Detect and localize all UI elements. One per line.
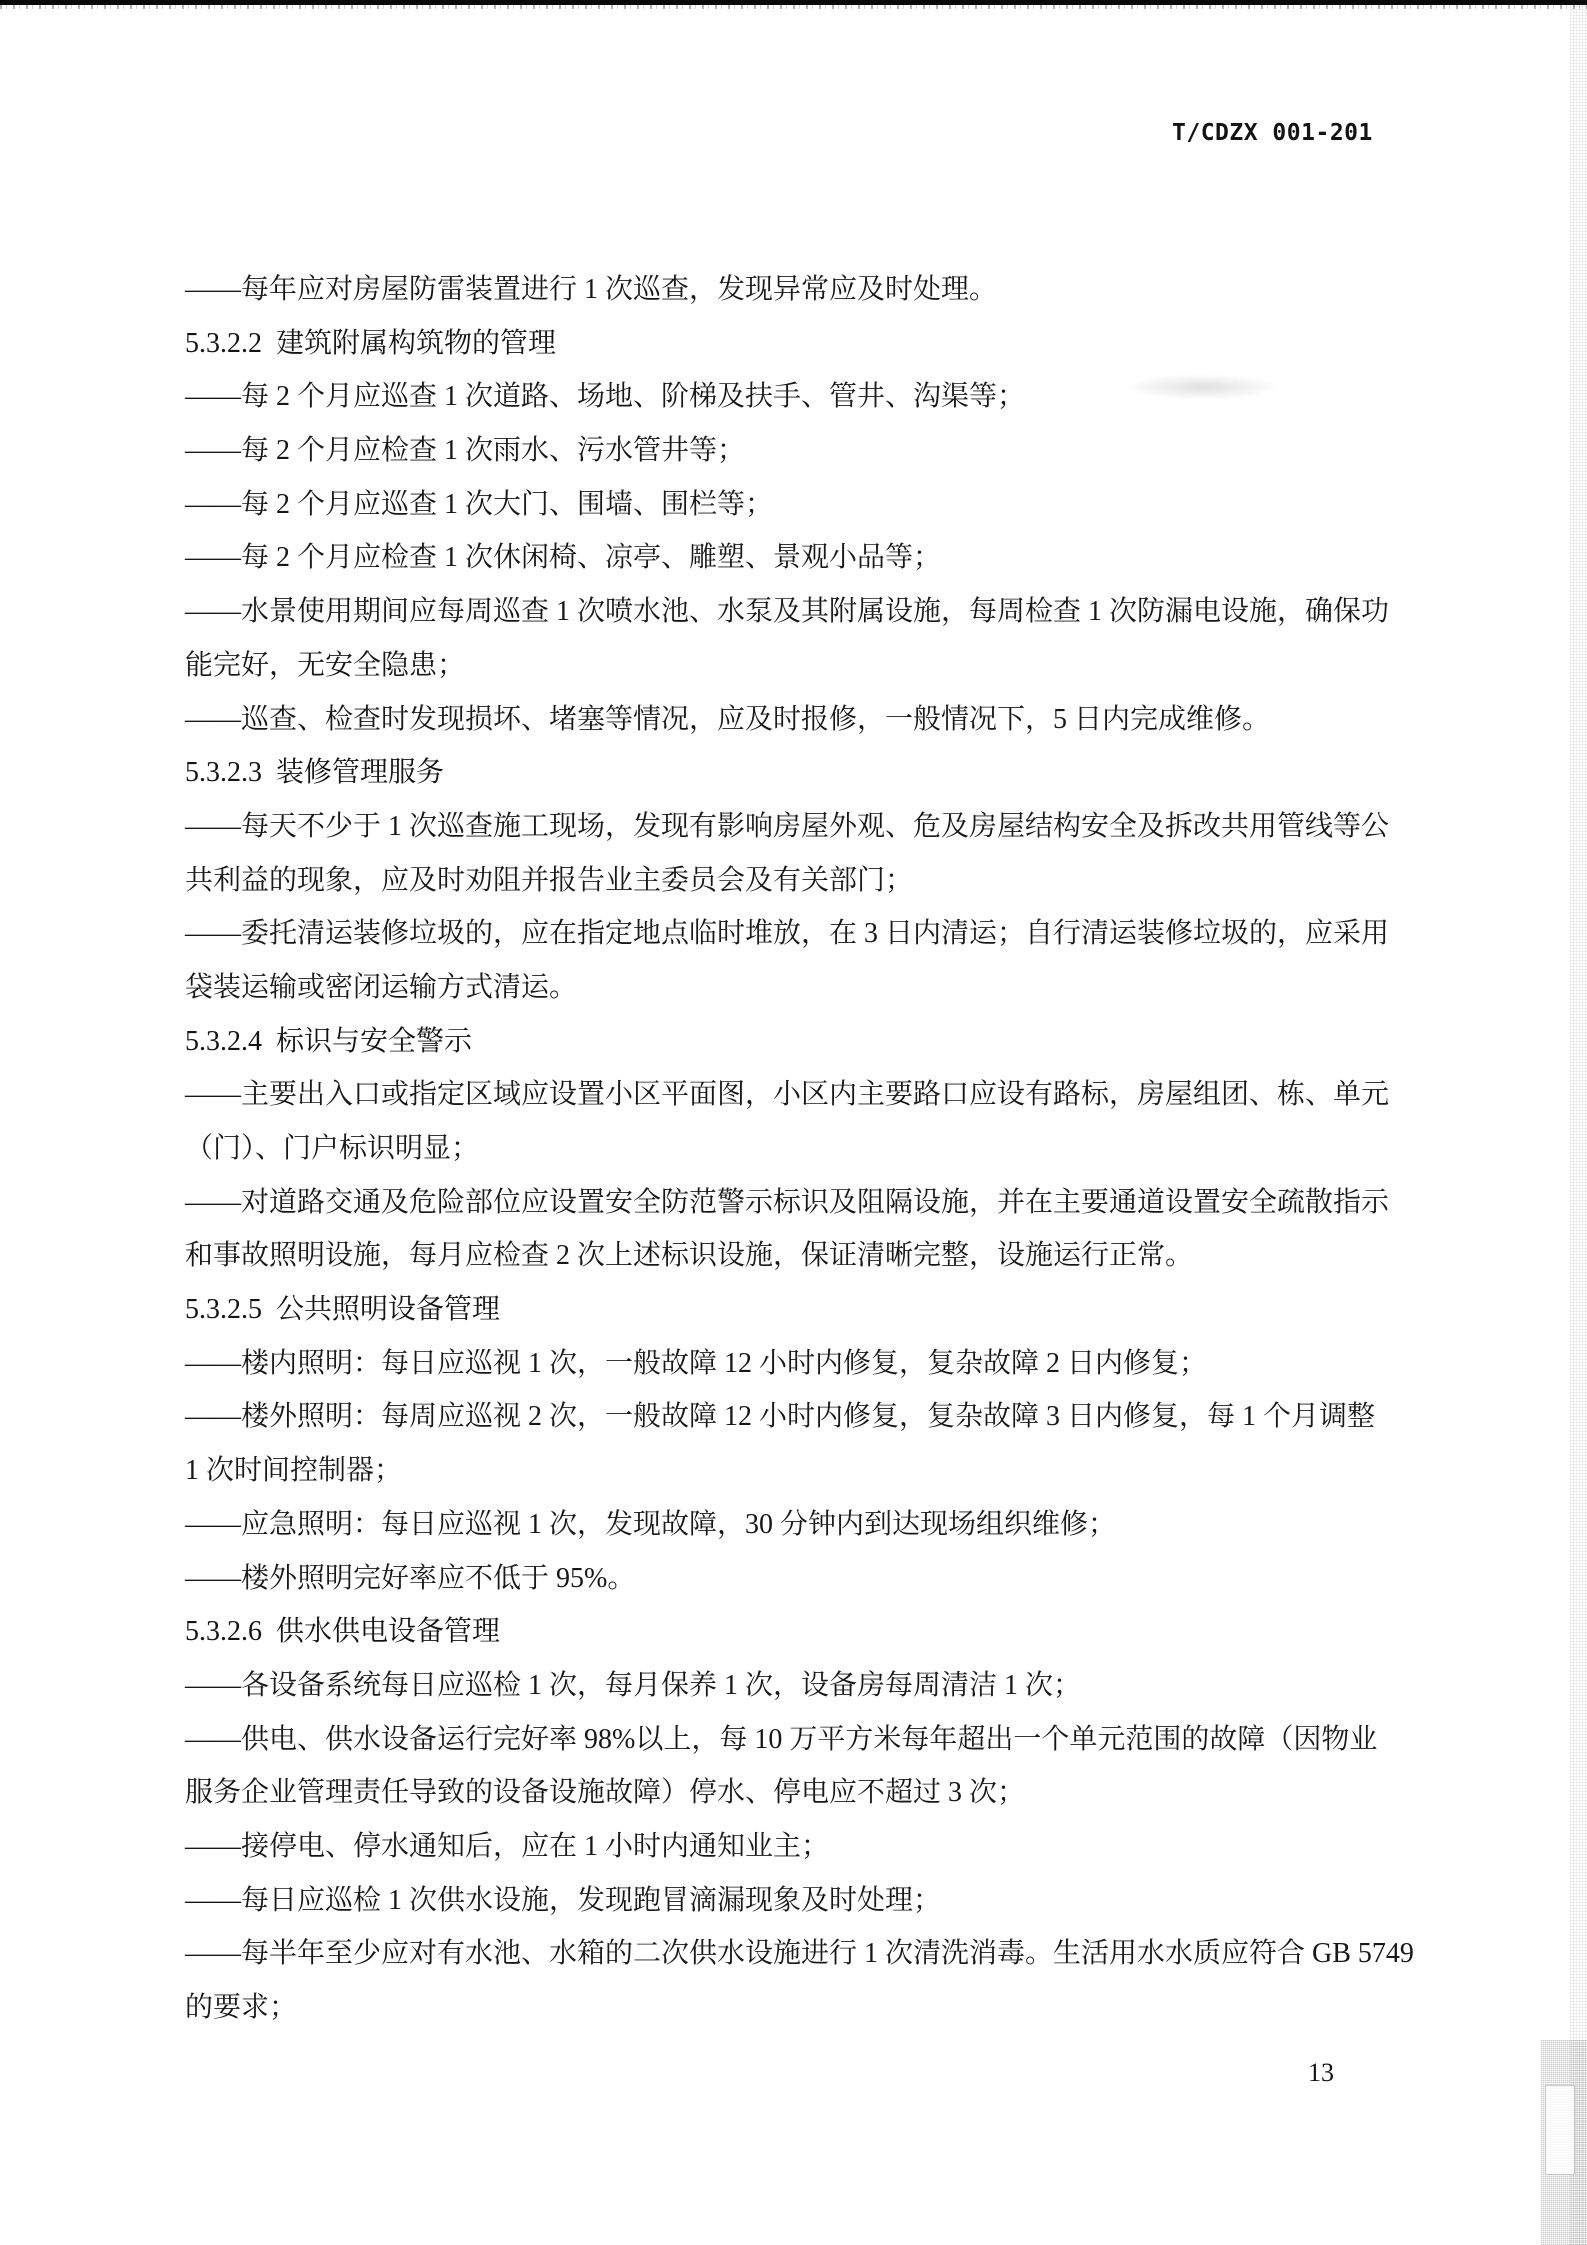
text-line: ——每天不少于 1 次巡查施工现场，发现有影响房屋外观、危及房屋结构安全及拆改共用管线等公 bbox=[185, 810, 1390, 842]
text-line: ——接停电、停水通知后，应在 1 小时内通知业主； bbox=[185, 1830, 830, 1862]
text-line: ——主要出入口或指定区域应设置小区平面图，小区内主要路口应设有路标，房屋组团、栋、单元 bbox=[185, 1079, 1390, 1111]
text-line: ——每 2 个月应检查 1 次休闲椅、凉亭、雕塑、景观小品等； bbox=[185, 542, 942, 574]
text-line: ——每日应巡检 1 次供水设施，发现跑冒滴漏现象及时处理； bbox=[185, 1884, 942, 1916]
text-line: 能完好，无安全隐患； bbox=[185, 649, 466, 681]
text-line: ——应急照明：每日应巡视 1 次，发现故障，30 分钟内到达现场组织维修； bbox=[185, 1508, 1117, 1540]
text-line: ——各设备系统每日应巡检 1 次，每月保养 1 次，设备房每周清洁 1 次； bbox=[185, 1669, 1082, 1701]
text-line: 和事故照明设施，每月应检查 2 次上述标识设施，保证清晰完整，设施运行正常。 bbox=[185, 1240, 1194, 1272]
scan-artifact-bottom-right-rect bbox=[1545, 2085, 1575, 2175]
text-line: ——每年应对房屋防雷装置进行 1 次巡查，发现异常应及时处理。 bbox=[185, 274, 998, 305]
section-heading: 5.3.2.5 公共照明设备管理 bbox=[185, 1294, 501, 1326]
text-line: ——每 2 个月应巡查 1 次大门、围墙、围栏等； bbox=[185, 488, 774, 520]
text-line: ——供电、供水设备运行完好率 98%以上，每 10 万平方米每年超出一个单元范围的故障（因物业 bbox=[185, 1723, 1378, 1755]
text-line: ——楼外照明完好率应不低于 95%。 bbox=[185, 1562, 636, 1594]
text-line: ——水景使用期间应每周巡查 1 次喷水池、水泵及其附属设施，每周检查 1 次防漏电设施，确保功 bbox=[185, 596, 1390, 628]
section-heading: 5.3.2.6 供水供电设备管理 bbox=[185, 1616, 501, 1648]
section-heading: 5.3.2.3 装修管理服务 bbox=[185, 757, 445, 789]
text-line: ——对道路交通及危险部位应设置安全防范警示标识及阻隔设施，并在主要通道设置安全疏散指示 bbox=[185, 1186, 1390, 1218]
document-body bbox=[185, 263, 1425, 2035]
text-line: ——每 2 个月应检查 1 次雨水、污水管井等； bbox=[185, 435, 746, 467]
section-heading: 5.3.2.2 建筑附属构筑物的管理 bbox=[185, 327, 557, 359]
text-line: （门）、门户标识明显； bbox=[185, 1133, 480, 1164]
text-line: ——巡查、检查时发现损坏、堵塞等情况，应及时报修，一般情况下，5 日内完成维修。 bbox=[185, 703, 1271, 735]
text-line: ——楼内照明：每日应巡视 1 次，一般故障 12 小时内修复，复杂故障 2 日内修复； bbox=[185, 1347, 1208, 1379]
text-line: ——楼外照明：每周应巡视 2 次，一般故障 12 小时内修复，复杂故障 3 日内修复，每 1 个月调整 bbox=[185, 1401, 1376, 1433]
text-line: 的要求； bbox=[185, 1992, 298, 2023]
text-line: ——每 2 个月应巡查 1 次道路、场地、阶梯及扶手、管井、沟渠等； bbox=[185, 381, 1026, 413]
text-line: 1 次时间控制器； bbox=[185, 1455, 403, 1487]
text-line: 袋装运输或密闭运输方式清运。 bbox=[185, 971, 578, 1003]
page-number: 13 bbox=[1308, 2058, 1334, 2087]
text-line: 服务企业管理责任导致的设备设施故障）停水、停电应不超过 3 次； bbox=[185, 1777, 1026, 1809]
text-line: ——委托清运装修垃圾的，应在指定地点临时堆放，在 3 日内清运；自行清运装修垃圾的，应采用 bbox=[185, 918, 1390, 950]
document-code-header: T/CDZX 001-201 bbox=[1172, 120, 1373, 146]
scan-artifact-right-edge bbox=[1570, 0, 1587, 2245]
text-line: ——每半年至少应对有水池、水箱的二次供水设施进行 1 次清洗消毒。生活用水水质应符合 GB 5749 bbox=[185, 1938, 1414, 1970]
text-line: 共利益的现象，应及时劝阻并报告业主委员会及有关部门； bbox=[185, 864, 914, 896]
section-heading: 5.3.2.4 标识与安全警示 bbox=[185, 1025, 473, 1057]
scan-artifact-top-speckle bbox=[0, 5, 1587, 9]
